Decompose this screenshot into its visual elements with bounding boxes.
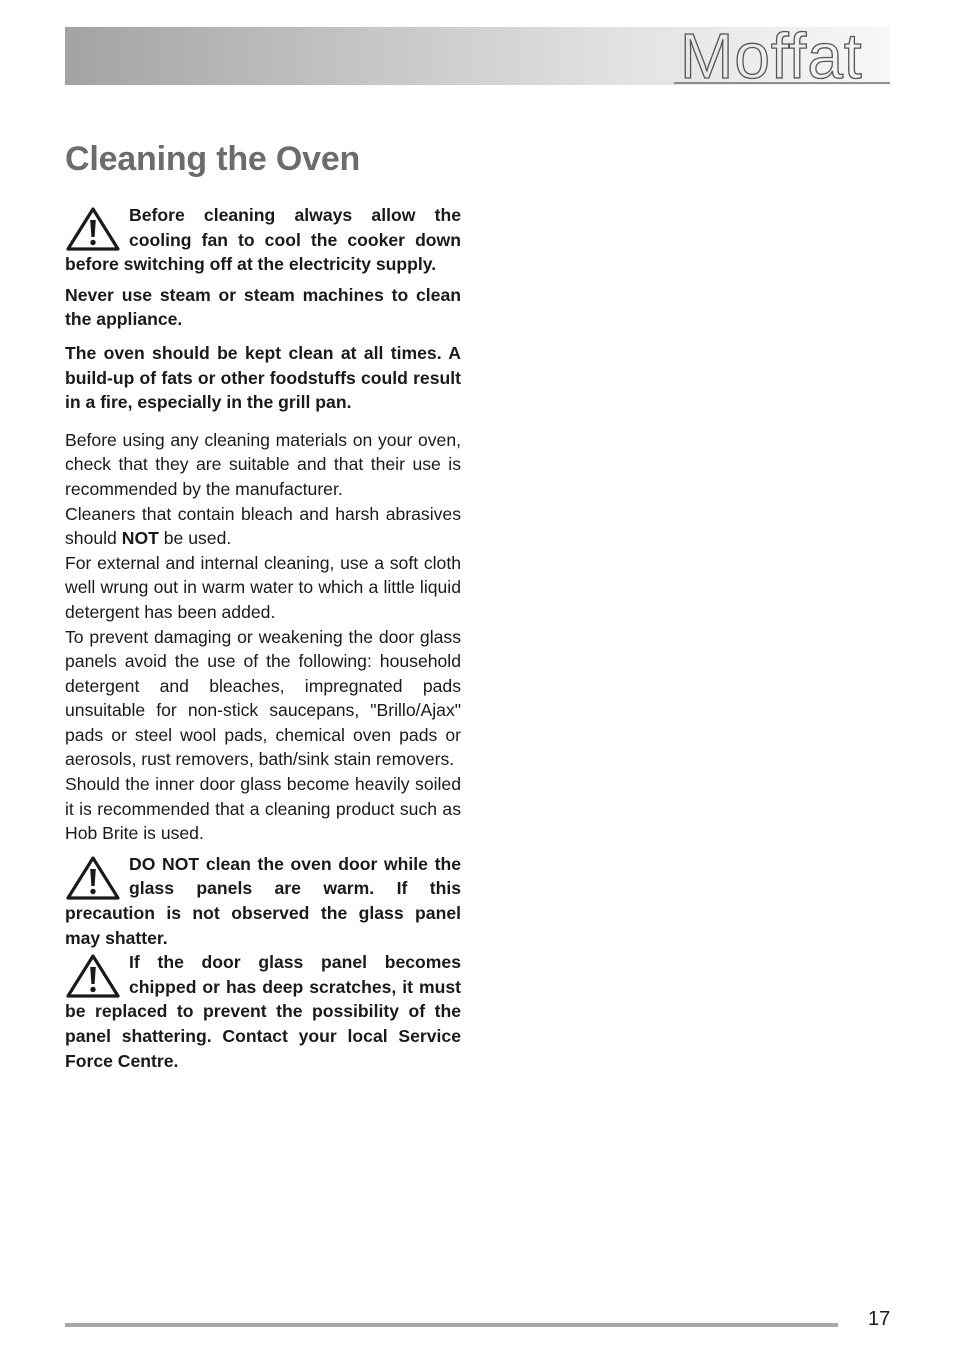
bleach-text-after: be used. [158, 528, 232, 549]
bleach-emphasis: NOT [121, 528, 159, 549]
warning-text-chipped: If the door glass panel becomes chipped or has deep scratches, it must be replaced to prevent the possibility of the panel shattering. Contact your local Service Force Centre. [65, 952, 461, 1071]
warning-block-chipped [65, 950, 461, 1073]
warning-block-cooling [65, 203, 461, 277]
warning-block-door [65, 852, 461, 950]
paragraph-bleach [65, 502, 461, 551]
page-content [65, 203, 461, 1073]
paragraph-cleaning-materials: Before using any cleaning materials on your oven, check that they are suitable and that their use is recommended by the manufacturer. [65, 429, 461, 499]
page-title: Cleaning the Oven [65, 140, 361, 178]
brand-logo [674, 22, 890, 92]
footer-rule [65, 1323, 838, 1327]
brand-name: Moffat [680, 22, 863, 92]
warning-triangle-icon [65, 953, 121, 999]
warning-triangle-icon [65, 855, 121, 901]
paragraph-external-cleaning: For external and internal cleaning, use a soft cloth well wrung out in warm water to which a little liquid detergent has been added. [65, 552, 461, 622]
paragraph-inner-glass: Should the inner door glass become heavily soiled it is recommended that a cleaning product such as Hob Brite is used. [65, 774, 461, 844]
warning-text-cooling: Before cleaning always allow the cooling fan to cool the cooker down before switching off at the electricity supply. [65, 205, 461, 275]
note-steam: Never use steam or steam machines to clean the appliance. [65, 284, 461, 330]
page-number: 17 [868, 1308, 891, 1330]
bleach-text-before: Cleaners that contain bleach and harsh abrasives should [65, 503, 461, 549]
warning-text-door: DO NOT clean the oven door while the glass panels are warm. If this precaution is not observed the glass panel may shatter. [65, 853, 461, 948]
paragraph-door-glass: To prevent damaging or weakening the door glass panels avoid the use of the following: household detergent and bleaches, impregnated pads unsuitable for non-stick saucepans, "Brillo/Ajax" pads or steel wool pads, chemical oven pads or aerosols, rust removers, bath/sink stain removers. [65, 626, 461, 770]
warning-triangle-icon [65, 206, 121, 252]
note-fire: The oven should be kept clean at all times. A build-up of fats or other foodstuffs could result in a fire, especially in the grill pan. [65, 342, 461, 413]
